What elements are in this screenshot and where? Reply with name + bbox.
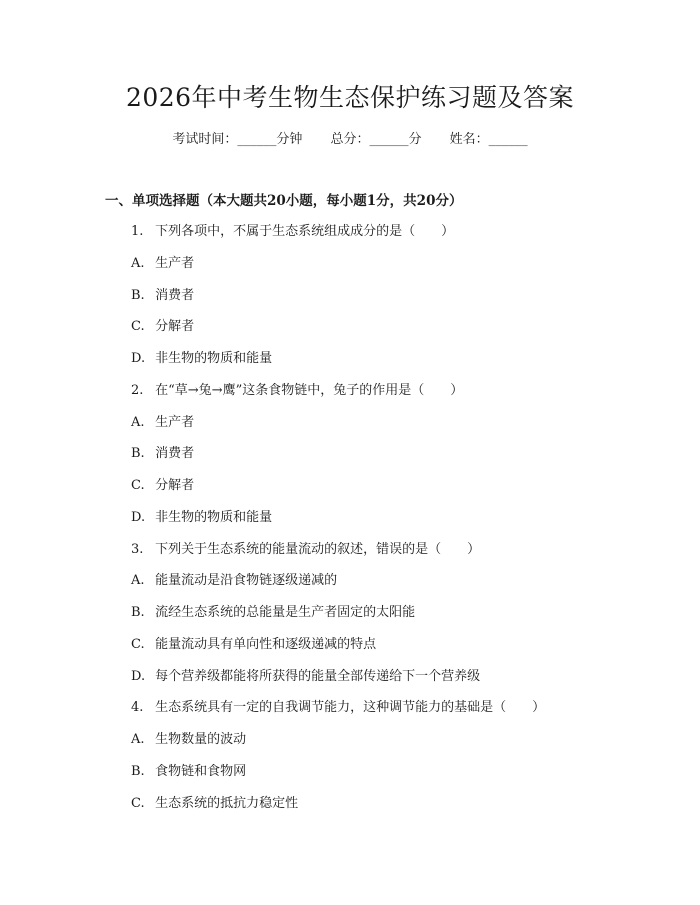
q3-option-a [131, 571, 611, 603]
option-text: 能量流动具有单向性和逐级递减的特点 [155, 636, 377, 652]
q1-option-b [131, 286, 611, 318]
question-text: 下列关于生态系统的能量流动的叙述，错误的是（ ） [155, 541, 481, 557]
option-label: C. [131, 319, 145, 335]
option-label: B. [131, 287, 145, 303]
option-text: 分解者 [155, 478, 195, 493]
q3-option-c [131, 635, 611, 667]
option-label: C. [131, 795, 145, 811]
option-label: A. [131, 414, 145, 430]
q3-option-b [131, 603, 611, 635]
q4-option-c [131, 794, 611, 826]
option-label: C. [131, 478, 145, 493]
option-text: 生态系统的抵抗力稳定性 [155, 795, 299, 811]
exam-meta [0, 130, 700, 150]
option-text: 流经生态系统的总能量是生产者固定的太阳能 [155, 605, 416, 620]
question-3 [131, 540, 611, 572]
question-1 [131, 222, 611, 254]
section-heading: 一、单项选择题（本大题共20小题，每小题1分，共20分） [105, 193, 463, 209]
total-score-field: 总分：______分 [330, 132, 422, 147]
option-text: 生物数量的波动 [155, 732, 247, 747]
option-label: D. [131, 668, 146, 684]
q3-option-d [131, 667, 611, 699]
option-label: C. [131, 636, 145, 652]
question-text: 在“草→兔→鹰”这条食物链中，兔子的作用是（ ） [155, 382, 464, 398]
q2-option-b [131, 444, 611, 476]
q1-option-a [131, 254, 611, 286]
question-number: 3. [131, 541, 144, 557]
option-label: B. [131, 763, 145, 779]
q4-option-a [131, 730, 611, 762]
option-label: B. [131, 605, 145, 620]
question-text: 下列各项中，不属于生态系统组成成分的是（ ） [155, 224, 455, 239]
exam-time-field: 考试时间：______分钟 [172, 132, 303, 147]
question-2 [131, 381, 611, 413]
option-label: A. [131, 255, 145, 271]
question-4 [131, 698, 611, 730]
q2-option-c [131, 476, 611, 508]
option-label: A. [131, 573, 145, 589]
document-title: 2026年中考生物生态保护练习题及答案 [125, 83, 575, 112]
q2-option-a [131, 413, 611, 445]
option-text: 生产者 [155, 414, 195, 430]
student-name-field: 姓名：______ [449, 132, 528, 147]
option-text: 食物链和食物网 [155, 763, 247, 779]
option-label: A. [131, 732, 145, 747]
option-text: 分解者 [155, 319, 195, 335]
question-text: 生态系统具有一定的自我调节能力，这种调节能力的基础是（ ） [155, 700, 546, 716]
option-text: 消费者 [155, 287, 195, 303]
question-number: 1. [131, 224, 144, 239]
question-number: 4. [131, 700, 144, 716]
option-text: 每个营养级都能将所获得的能量全部传递给下一个营养级 [155, 668, 481, 684]
option-label: D. [131, 509, 146, 525]
option-label: D. [131, 351, 146, 366]
q1-option-c [131, 317, 611, 349]
q1-option-d [131, 349, 611, 381]
q2-option-d [131, 508, 611, 540]
option-text: 消费者 [155, 446, 195, 462]
option-label: B. [131, 446, 145, 462]
option-text: 能量流动是沿食物链逐级递减的 [155, 573, 338, 589]
question-number: 2. [131, 382, 144, 398]
question-list [131, 222, 611, 825]
q4-option-b [131, 762, 611, 794]
option-text: 生产者 [155, 255, 195, 271]
option-text: 非生物的物质和能量 [155, 351, 273, 366]
option-text: 非生物的物质和能量 [155, 509, 273, 525]
